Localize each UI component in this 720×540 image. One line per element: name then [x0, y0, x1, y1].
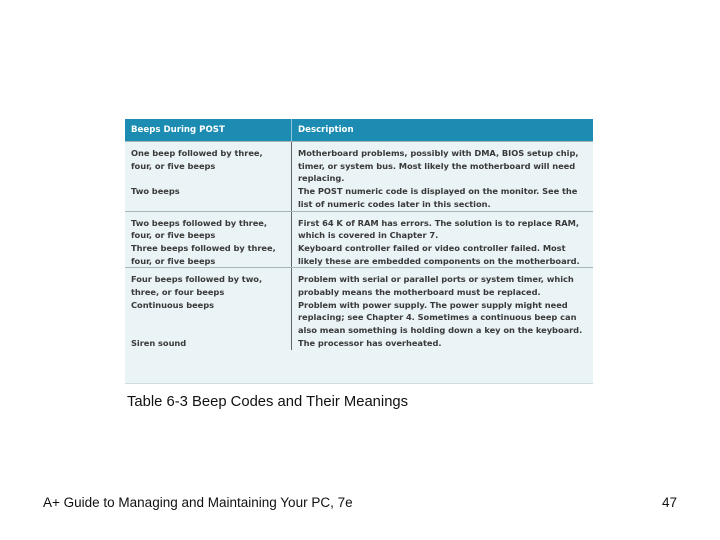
- beep-codes-table-image: [125, 119, 593, 384]
- group-3-left-line-5: [131, 324, 287, 337]
- group-2-left-line-2: four, or five beeps: [131, 230, 216, 241]
- group-2-right-line-2: which is covered in Chapter 7.: [298, 230, 439, 241]
- footer-book-title: A+ Guide to Managing and Maintaining Your PC, 7e: [43, 495, 353, 510]
- group-3-left-line-4: [131, 311, 287, 324]
- table-header: [125, 119, 593, 141]
- group-3-right: [291, 268, 593, 349]
- page-number: 47: [661, 495, 677, 510]
- group-2-right-line-4: likely these are embedded components on the motherboard.: [298, 255, 580, 266]
- group-1-right-line-2: timer, or system bus. Most likely the motherboard will need: [298, 160, 576, 171]
- caption-label: Table 6-3: [127, 394, 188, 410]
- group-1-left-line-3: [131, 172, 287, 185]
- group-3-right-line-2: probably means the motherboard must be replaced.: [298, 287, 541, 298]
- table-caption: [127, 394, 408, 410]
- table-group-1: [125, 141, 593, 211]
- table-group-2: [125, 211, 593, 268]
- group-3-right-line-3: Problem with power supply. The power supply might need: [298, 299, 568, 310]
- group-3-left-line-2: three, or four beeps: [131, 287, 225, 298]
- group-1-right-line-4: The POST numeric code is displayed on the monitor. See the: [298, 186, 578, 197]
- group-3-left-line-1: Four beeps followed by two,: [131, 274, 263, 285]
- header-description: Description: [291, 119, 593, 141]
- group-1-right-line-1: Motherboard problems, possibly with DMA, BIOS setup chip,: [298, 148, 579, 158]
- table-group-3: [125, 267, 593, 349]
- group-3-left-line-3: Continuous beeps: [131, 299, 215, 310]
- group-1-right-line-5: list of numeric codes later in this section.: [298, 198, 491, 209]
- group-3-left: [125, 268, 291, 349]
- group-3-right-line-5: also mean something is holding down a key on the keyboard.: [298, 325, 583, 336]
- group-2-left-line-1: Two beeps followed by three,: [131, 217, 267, 228]
- caption-text: Beep Codes and Their Meanings: [187, 394, 409, 410]
- group-2-right-line-1: First 64 K of RAM has errors. The solution is to replace RAM,: [298, 217, 579, 228]
- group-1-left-line-2: four, or five beeps: [131, 160, 216, 171]
- group-3-left-line-6: Siren sound: [131, 337, 187, 348]
- group-2-left: [125, 212, 291, 268]
- group-1-right-line-3: replacing.: [298, 173, 345, 184]
- group-3-right-line-6: The processor has overheated.: [298, 337, 442, 348]
- group-2-right: [291, 212, 593, 268]
- group-2-right-line-3: Keyboard controller failed or video controller failed. Most: [298, 242, 566, 253]
- group-3-right-line-4: replacing; see Chapter 4. Sometimes a continuous beep can: [298, 312, 577, 323]
- group-3-right-line-1: Problem with serial or parallel ports or system timer, which: [298, 274, 574, 285]
- group-2-left-line-4: four, or five beeps: [131, 255, 216, 266]
- group-2-left-line-3: Three beeps followed by three,: [131, 242, 276, 253]
- group-1-left-line-1: One beep followed by three,: [131, 148, 263, 158]
- group-1-right: [291, 142, 593, 211]
- header-beeps-during-post: Beeps During POST: [131, 125, 225, 135]
- group-1-left-line-4: Two beeps: [131, 186, 180, 197]
- group-1-left: [125, 142, 291, 211]
